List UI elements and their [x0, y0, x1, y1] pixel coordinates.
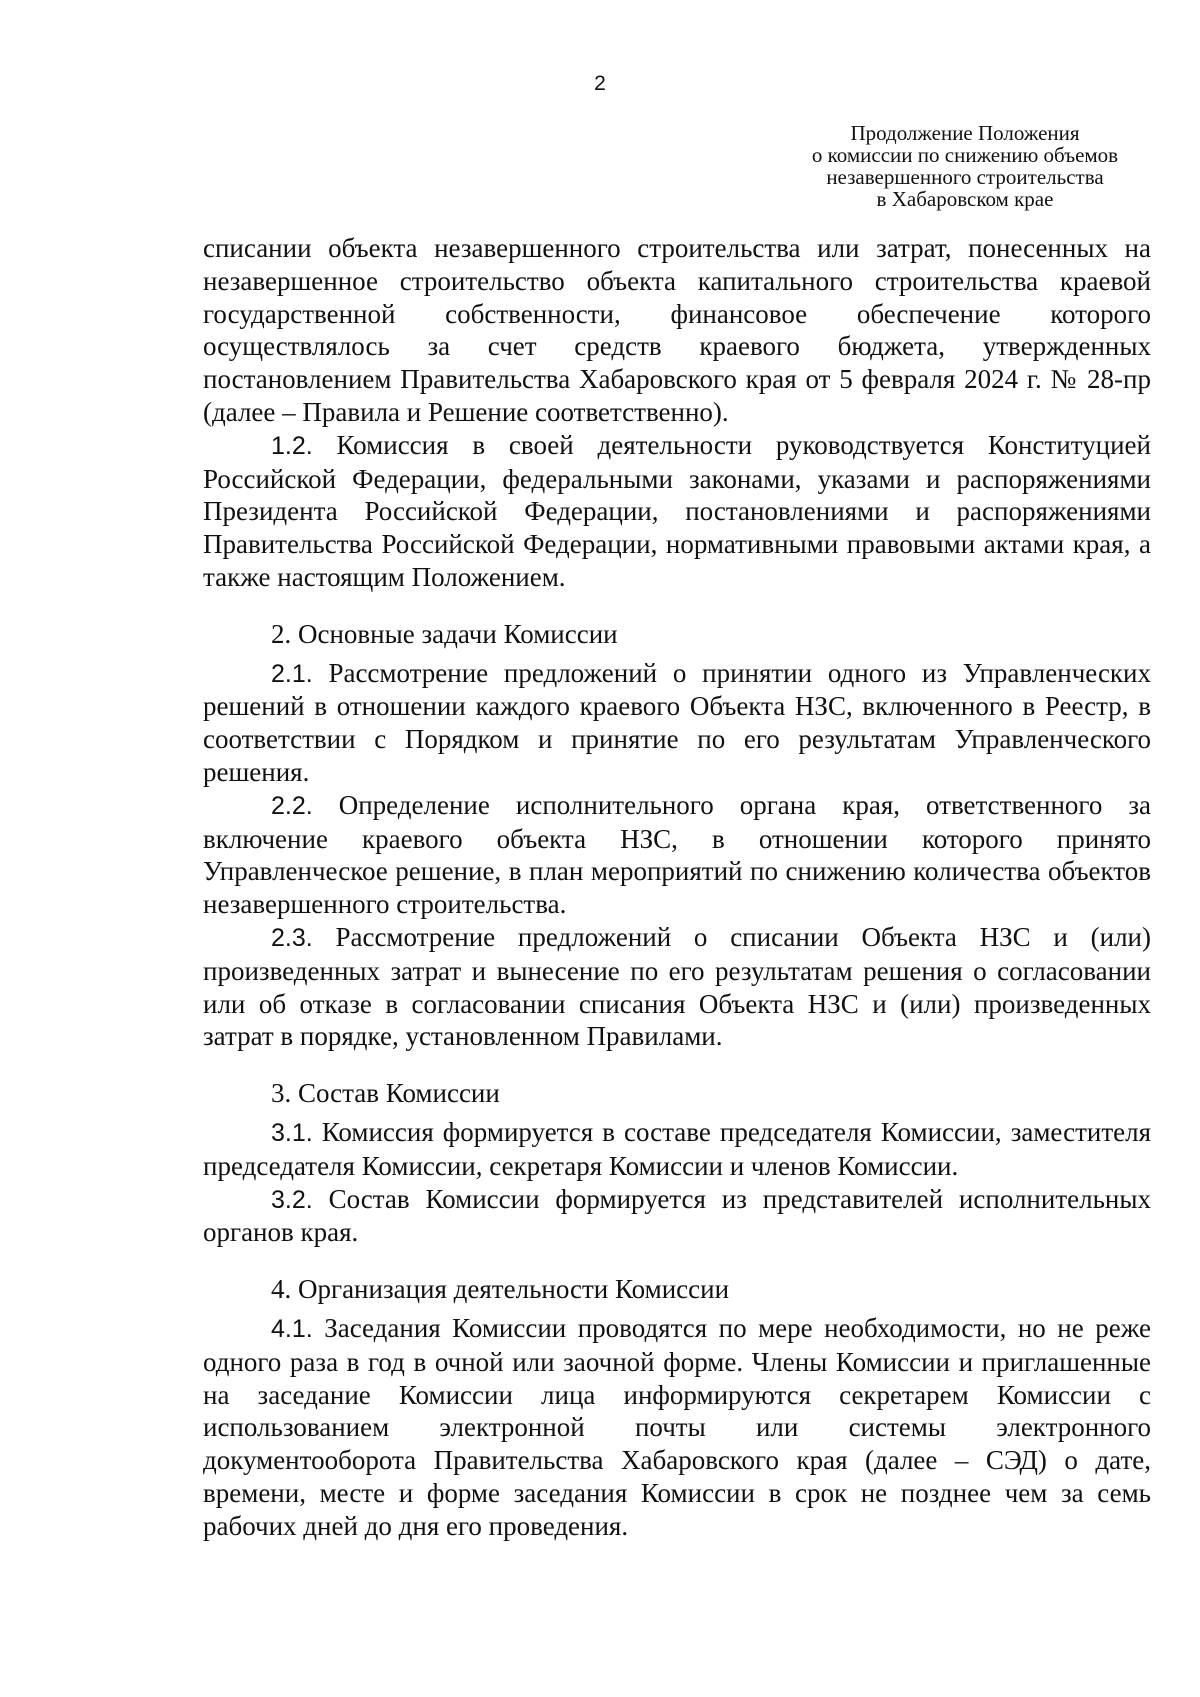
clause-text: Комиссия формируется в составе председателя Комиссии, заместителя председателя Комиссии, секретаря Комиссии и членов Комиссии. [203, 1116, 1151, 1181]
paragraph-2-3 [203, 921, 1151, 1053]
clause-text: Рассмотрение предложений о списании Объекта НЗС и (или) произведенных затрат и вынесение по его результатам решения о согласовании или об отказе в согласовании списания Объекта НЗС и (или) произведенных затрат в порядке, установленном Правилами. [203, 921, 1151, 1052]
page-number: 2 [594, 72, 606, 95]
paragraph-4-1 [203, 1312, 1151, 1543]
clause-number: 3.1. [271, 1118, 313, 1147]
section-2-title: 2. Основные задачи Комиссии [271, 618, 618, 649]
clause-number: 2.1. [271, 659, 313, 688]
continuation-header-line: о комиссии по снижению объемов [811, 143, 1119, 167]
clause-number: 1.2. [271, 431, 313, 460]
continuation-header-line: незавершенного строительства [826, 165, 1104, 189]
section-4-title: 4. Организация деятельности Комиссии [271, 1274, 730, 1305]
clause-number: 3.2. [271, 1185, 313, 1214]
clause-text: Заседания Комиссии проводятся по мере необходимости, но не реже одного раза в год в очной или заочной форме. Члены Комиссии и приглашенные на заседание Комиссии лица информируются секретарем Комиссии с использованием электронной почты или системы электронного документооборота Правительства Хабаровского края (далее – СЭД) о дате, времени, месте и форме заседания Комиссии в срок не позднее чем за семь рабочих дней до дня его проведения. [203, 1312, 1151, 1541]
clause-text: Состав Комиссии формируется из представителей исполнительных органов края. [203, 1183, 1151, 1248]
continuation-header-line: Продолжение Положения [850, 121, 1080, 145]
paragraph-2-2 [203, 789, 1151, 921]
clause-number: 4.1. [271, 1314, 313, 1343]
continuation-header [780, 122, 1150, 210]
clause-number: 2.2. [271, 791, 313, 820]
document-body [203, 232, 1151, 1542]
paragraph-2-1 [203, 657, 1151, 789]
clause-text: Комиссия в своей деятельности руководствуется Конституцией Российской Федерации, федеральными законами, указами и распоряжениями Президента Российской Федерации, постановлениями и распоряжениями Правительства Российской Федерации, нормативными правовыми актами края, а также настоящим Положением. [203, 429, 1151, 592]
section-3-title: 3. Состав Комиссии [271, 1078, 500, 1109]
paragraph-3-1 [203, 1116, 1151, 1183]
clause-text: Рассмотрение предложений о принятии одного из Управленческих решений в отношении каждого краевого Объекта НЗС, включенного в Реестр, в соответствии с Порядком и принятие по его результатам Управленческого решения. [203, 657, 1151, 787]
paragraph-3-2 [203, 1183, 1151, 1250]
paragraph-1-2 [203, 429, 1151, 594]
clause-text: Определение исполнительного органа края, ответственного за включение краевого объекта НЗС, в отношении которого принято Управленческое решение, в план мероприятий по снижению количества объектов незавершенного строительства. [203, 789, 1151, 920]
continuation-header-line: в Хабаровском крае [876, 187, 1054, 211]
intro-paragraph: списании объекта незавершенного строительства или затрат, понесенных на незавершенное строительство объекта капитального строительства краевой государственной собственности, финансовое обеспечение которого осуществлялось за счет средств краевого бюджета, утвержденных постановлением Правительства Хабаровского края от 5 февраля 2024 г. № 28-пр (далее – Правила и Решение соответственно). [203, 233, 1151, 427]
clause-number: 2.3. [271, 923, 313, 952]
